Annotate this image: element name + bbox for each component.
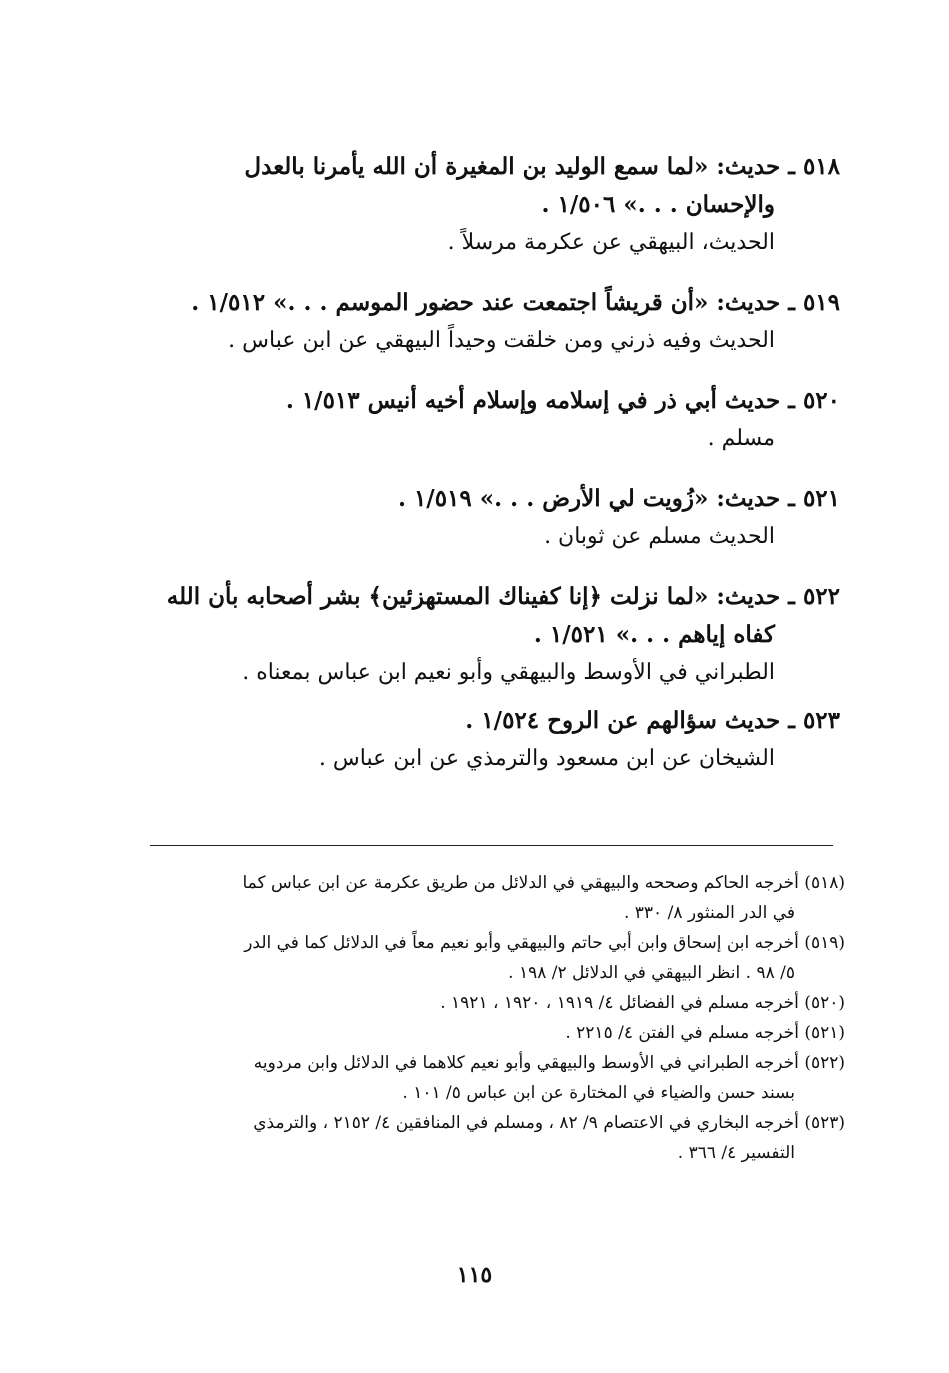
entry-522 [150,578,840,692]
footnote-521 [145,1018,845,1048]
footnote-line: (٥٢٢) أخرجه الطبراني في الأوسط والبيهقي وأبو نعيم كلاهما في الدلائل وابن مردويه [253,1053,845,1073]
entry-520 [150,382,840,458]
hadith-index-list [150,148,840,778]
entry-source: مسلم . [707,426,775,451]
footnote-continuation: التفسير ٤/ ٣٦٦ . [677,1143,795,1163]
footnote-522 [145,1048,845,1108]
footnote-continuation: في الدر المنثور ٨/ ٣٣٠ . [623,903,795,923]
entry-source: الحديث، البيهقي عن عكرمة مرسلاً . [447,230,775,255]
entry-source: الشيخان عن ابن مسعود والترمذي عن ابن عباس . [318,746,775,771]
entry-519 [150,284,840,360]
footnote-continuation: ٥/ ٩٨ . انظر البيهقي في الدلائل ٢/ ١٩٨ . [508,963,795,983]
entry-source: الحديث وفيه ذرني ومن خلقت وحيداً البيهقي عن ابن عباس . [228,328,775,353]
footnote-518 [145,868,845,928]
entry-518 [150,148,840,262]
entry-523 [150,702,840,778]
entry-heading: ٥٢١ ـ حديث: «زُويت لي الأرض . . .» ١/٥١٩ . [397,485,840,512]
entry-source: الطبراني في الأوسط والبيهقي وأبو نعيم ابن عباس بمعناه . [242,660,775,685]
entry-heading: ٥١٩ ـ حديث: «أن قريشاً اجتمعت عند حضور الموسم . . .» ١/٥١٢ . [191,289,840,316]
footnote-519 [145,928,845,988]
entry-source: الحديث مسلم عن ثوبان . [544,524,775,549]
entry-heading [150,578,840,654]
entry-heading: ٥٢٠ ـ حديث أبي ذر في إسلامه وإسلام أخيه أنيس ١/٥١٣ . [285,387,840,414]
entry-heading-continuation: كفاه إياهم . . .» ١/٥٢١ . [533,621,775,648]
entry-heading-continuation: والإحسان . . .» ١/٥٠٦ . [541,191,775,218]
entry-heading [150,148,840,224]
footnote-divider [150,845,833,846]
footnote-continuation: بسند حسن والضياء في المختارة عن ابن عباس ٥/ ١٠١ . [402,1083,795,1103]
entry-521 [150,480,840,556]
footnote-line: (٥٢١) أخرجه مسلم في الفتن ٤/ ٢٢١٥ . [565,1023,845,1043]
footnote-line: (٥٢٠) أخرجه مسلم في الفضائل ٤/ ١٩١٩ ، ١٩٢٠ ، ١٩٢١ . [440,993,845,1013]
footnote-line: (٥١٨) أخرجه الحاكم وصححه والبيهقي في الدلائل من طريق عكرمة عن ابن عباس كما [242,873,845,893]
footnote-523 [145,1108,845,1168]
entry-heading-line: ٥٢٢ ـ حديث: «لما نزلت ﴿إنا كفيناك المستهزئين﴾ بشر أصحابه بأن الله [166,583,840,610]
footnote-520 [145,988,845,1018]
entry-heading-line: ٥١٨ ـ حديث: «لما سمع الوليد بن المغيرة أن الله يأمرنا بالعدل [244,153,840,180]
footnote-line: (٥٢٣) أخرجه البخاري في الاعتصام ٩/ ٨٢ ، ومسلم في المنافقين ٤/ ٢١٥٢ ، والترمذي [253,1113,845,1133]
entry-heading: ٥٢٣ ـ حديث سؤالهم عن الروح ١/٥٢٤ . [465,707,840,734]
footnotes [145,868,845,1168]
footnote-line: (٥١٩) أخرجه ابن إسحاق وابن أبي حاتم والبيهقي وأبو نعيم معاً في الدلائل كما في الدر [244,933,845,953]
page-number: ١١٥ [456,1262,493,1288]
